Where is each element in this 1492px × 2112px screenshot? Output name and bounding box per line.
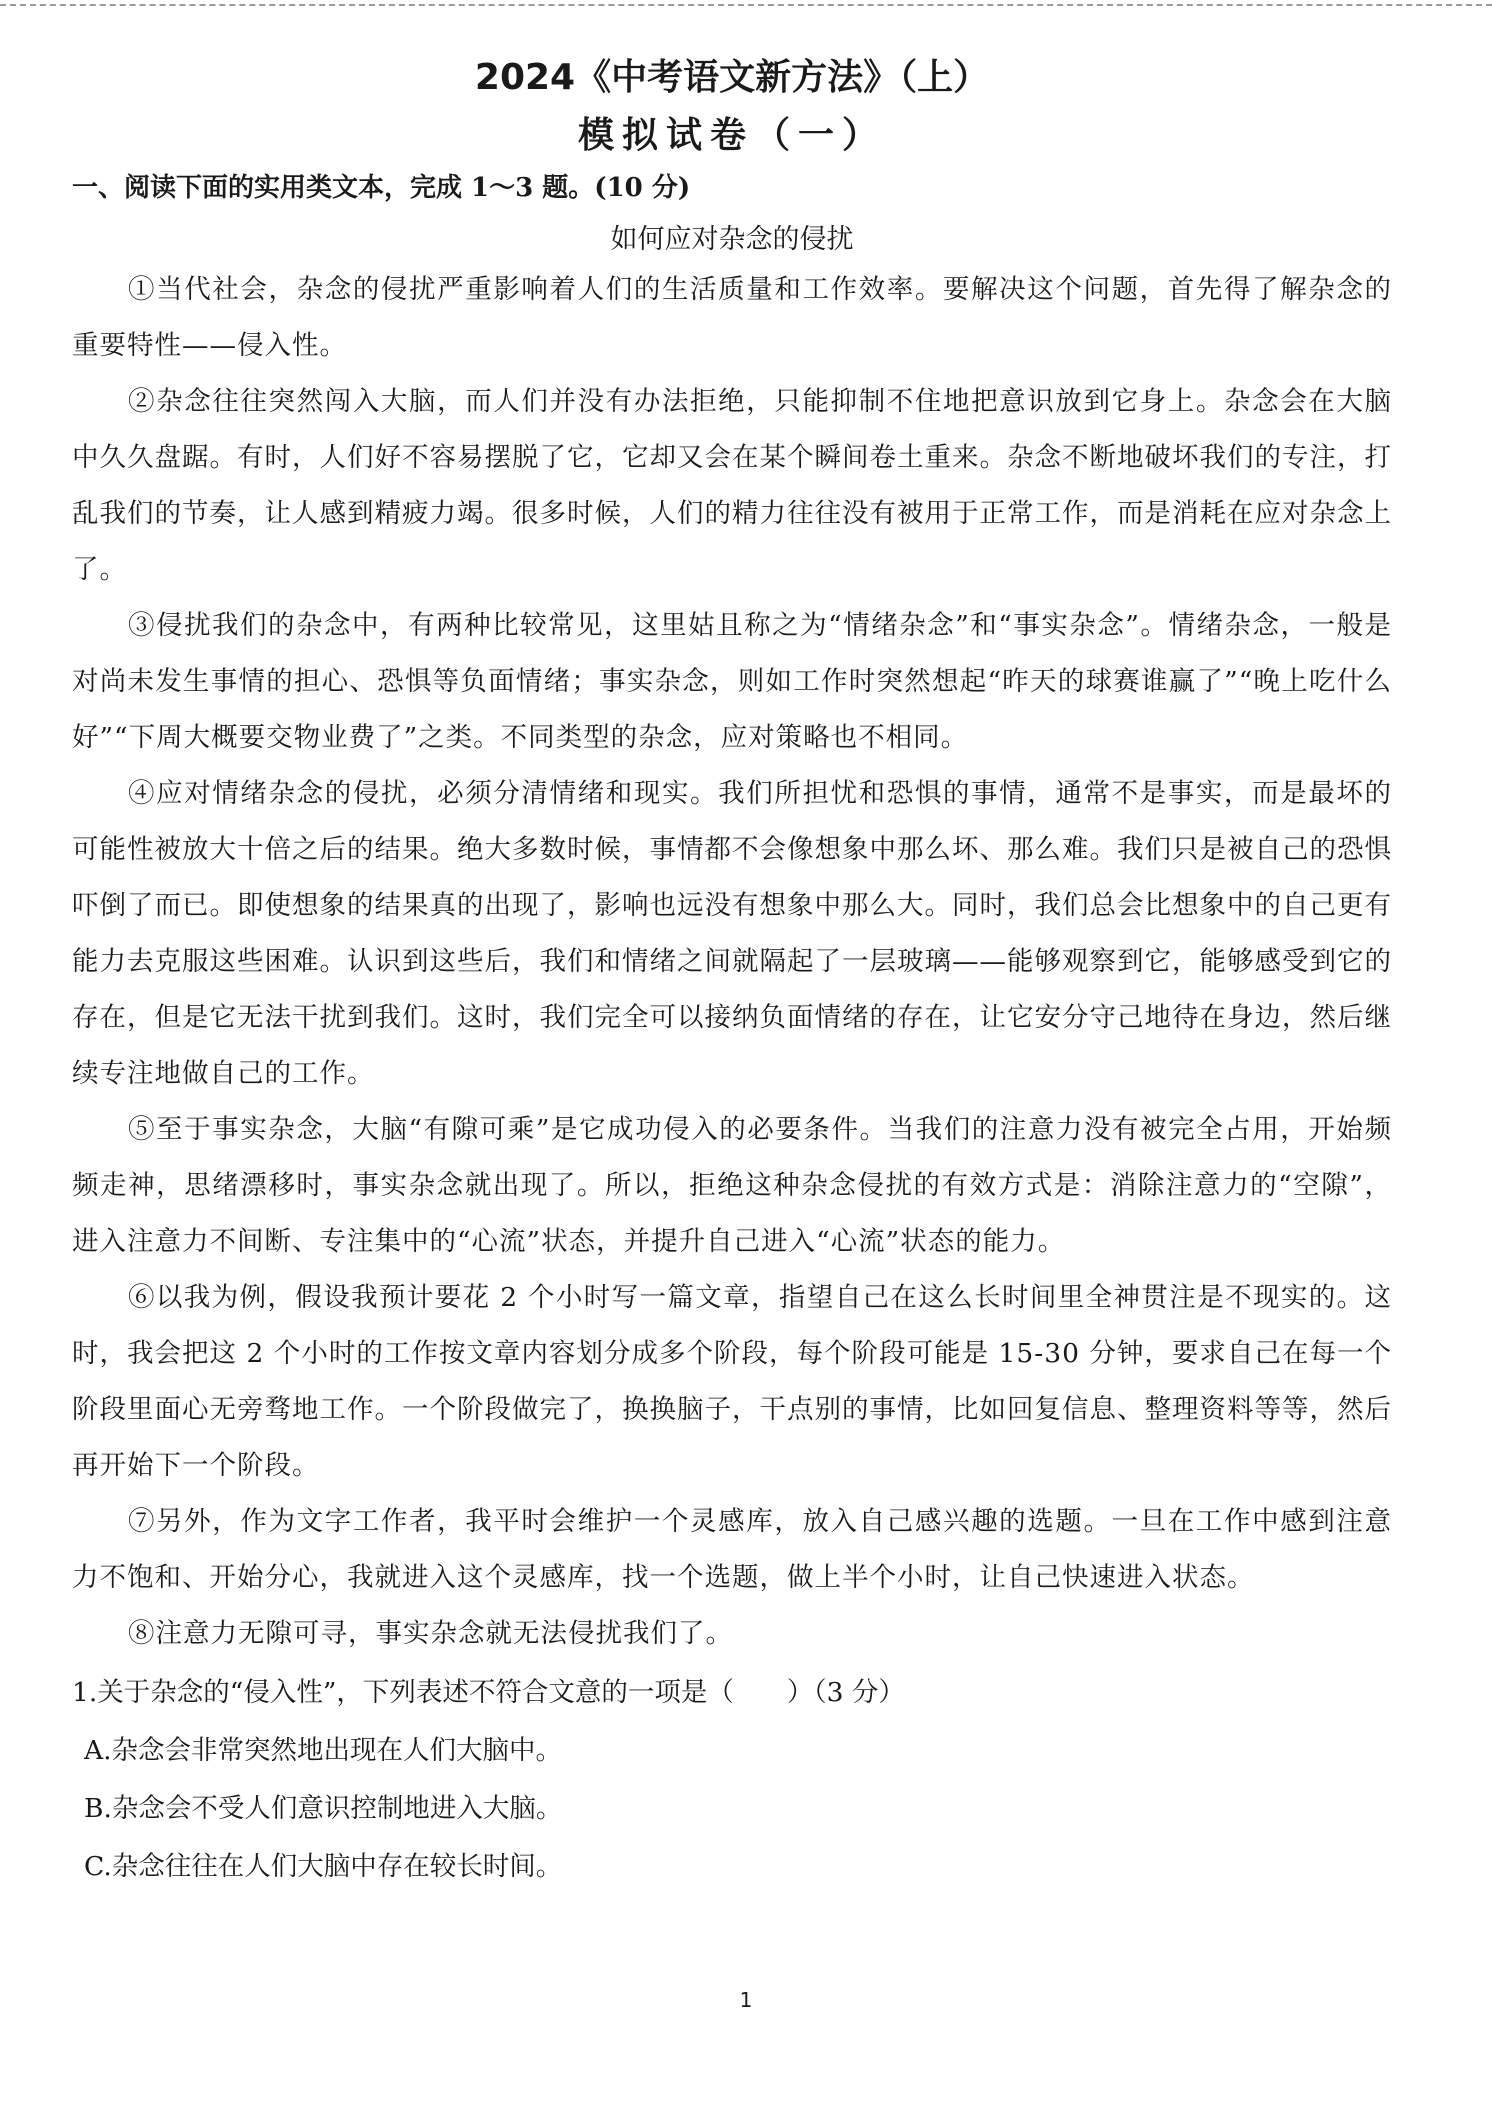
top-border-rule — [0, 4, 1492, 6]
question-1-stem: 1.关于杂念的“侵入性”，下列表述不符合文意的一项是（ ）（3 分） — [72, 1677, 905, 1708]
article-paragraph-2: ②杂念往往突然闯入大脑，而人们并没有办法拒绝，只能抑制不住地把意识放到它身上。杂念会在大脑中久久盘踞。有时，人们好不容易摆脱了它，它却又会在某个瞬间卷土重来。杂念不断地破坏我们的专注，打乱我们的节奏，让人感到精疲力竭。很多时候，人们的精力往往没有被用于正常工作，而是消耗在应对杂念上了。 — [72, 386, 1392, 585]
article-paragraph-5: ⑤至于事实杂念，大脑“有隙可乘”是它成功侵入的必要条件。当我们的注意力没有被完全占用，开始频频走神，思绪漂移时，事实杂念就出现了。所以，拒绝这种杂念侵扰的有效方式是：消除注意力的“空隙”，进入注意力不间断、专注集中的“心流”状态，并提升自己进入“心流”状态的能力。 — [72, 1114, 1392, 1257]
article-body — [72, 262, 1392, 1662]
question-1 — [72, 1664, 1392, 1896]
question-1-option-b: B.杂念会不受人们意识控制地进入大脑。 — [84, 1793, 563, 1824]
article-paragraph-1: ①当代社会，杂念的侵扰严重影响着人们的生活质量和工作效率。要解决这个问题，首先得了解杂念的重要特性——侵入性。 — [72, 274, 1392, 361]
question-1-option-c: C.杂念往往在人们大脑中存在较长时间。 — [84, 1851, 563, 1882]
article-paragraph-4: ④应对情绪杂念的侵扰，必须分清情绪和现实。我们所担忧和恐惧的事情，通常不是事实，而是最坏的可能性被放大十倍之后的结果。绝大多数时候，事情都不会像想象中那么坏、那么难。我们只是被自己的恐惧吓倒了而已。即使想象的结果真的出现了，影响也远没有想象中那么大。同时，我们总会比想象中的自己更有能力去克服这些困难。认识到这些后，我们和情绪之间就隔起了一层玻璃——能够观察到它，能够感受到它的存在，但是它无法干扰到我们。这时，我们完全可以接纳负面情绪的存在，让它安分守己地待在身边，然后继续专注地做自己的工作。 — [72, 778, 1392, 1089]
article-title: 如何应对杂念的侵扰 — [610, 224, 854, 255]
exam-page — [72, 52, 1392, 1896]
article-paragraph-6: ⑥以我为例，假设我预计要花 2 个小时写一篇文章，指望自己在这么长时间里全神贯注是不现实的。这时，我会把这 2 个小时的工作按文章内容划分成多个阶段，每个阶段可能是 15-30 分钟，要求自己在每一个阶段里面心无旁骛地工作。一个阶段做完了，换换脑子，干点别的事情，比如回复信息、整理资料等等，然后再开始下一个阶段。 — [72, 1282, 1392, 1481]
question-1-option-a: A.杂念会非常突然地出现在人们大脑中。 — [84, 1735, 563, 1766]
section-heading: 一、阅读下面的实用类文本，完成 1～3 题。(10 分) — [72, 173, 691, 203]
exam-subtitle: 模拟试卷（一） — [577, 115, 886, 156]
article-paragraph-7: ⑦另外，作为文字工作者，我平时会维护一个灵感库，放入自己感兴趣的选题。一旦在工作中感到注意力不饱和、开始分心，我就进入这个灵感库，找一个选题，做上半个小时，让自己快速进入状态。 — [72, 1506, 1392, 1593]
article-paragraph-3: ③侵扰我们的杂念中，有两种比较常见，这里姑且称之为“情绪杂念”和“事实杂念”。情绪杂念，一般是对尚未发生事情的担心、恐惧等负面情绪；事实杂念，则如工作时突然想起“昨天的球赛谁赢了”“晚上吃什么好”“下周大概要交物业费了”之类。不同类型的杂念，应对策略也不相同。 — [72, 610, 1392, 753]
article-paragraph-8: ⑧注意力无隙可寻，事实杂念就无法侵扰我们了。 — [128, 1618, 733, 1649]
page-title: 2024《中考语文新方法》（上） — [474, 57, 990, 98]
page-number: 1 — [739, 1988, 753, 2012]
